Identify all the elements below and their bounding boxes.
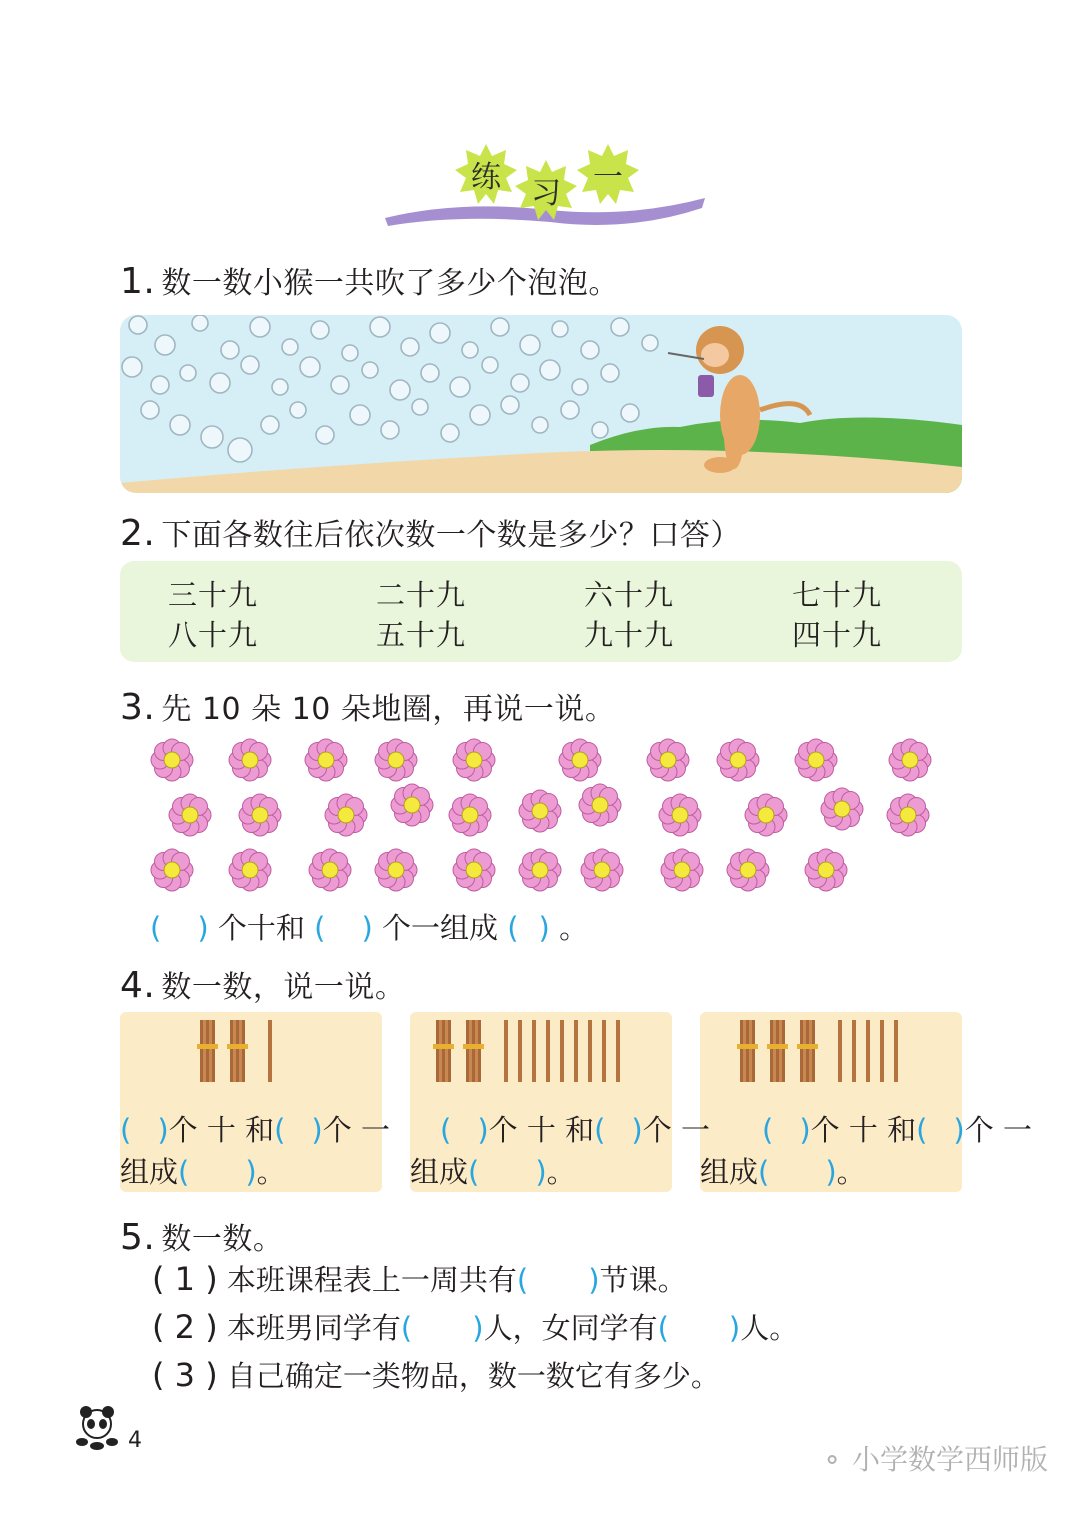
single-stick xyxy=(518,1020,522,1082)
number-word: 三十九 xyxy=(168,578,259,612)
flower xyxy=(229,849,271,891)
question-text: 数一数，说一说。 xyxy=(161,970,406,1005)
page-number: 4 xyxy=(128,1428,142,1453)
bubble xyxy=(311,321,329,339)
bubble xyxy=(482,357,498,373)
bubble xyxy=(201,426,223,448)
number-word: 四十九 xyxy=(792,618,883,652)
blank-open-paren: ( xyxy=(916,1113,928,1147)
blank-open-paren: ( xyxy=(516,1263,529,1297)
flower xyxy=(581,849,623,891)
bubble xyxy=(592,422,608,438)
bubble xyxy=(642,335,658,351)
stick-bundle xyxy=(463,1020,484,1082)
question-2 xyxy=(120,510,741,554)
blank-close-paren: ) xyxy=(631,1113,643,1147)
flower xyxy=(375,849,417,891)
bubble xyxy=(491,318,509,336)
bubble xyxy=(581,341,599,359)
fill-text: 个 十 和 xyxy=(168,1113,275,1147)
stick-bundle xyxy=(227,1020,248,1082)
flower xyxy=(647,739,689,781)
bubble xyxy=(601,364,619,382)
question-text: 数一数小猴一共吹了多少个泡泡。 xyxy=(161,266,619,301)
fill-text: 个 十 和 xyxy=(810,1113,917,1147)
question-number: 2. xyxy=(120,513,156,554)
item-label: 1 xyxy=(174,1260,196,1298)
single-stick xyxy=(546,1020,550,1082)
item-text: 人。 xyxy=(740,1311,799,1345)
bubble xyxy=(532,417,548,433)
stick-bundle xyxy=(797,1020,818,1082)
question-number: 1. xyxy=(120,261,156,302)
bubble xyxy=(450,377,470,397)
q4-compose-line-3 xyxy=(700,1150,866,1191)
title-char: 习 xyxy=(531,176,561,211)
bubble xyxy=(151,376,169,394)
bubble xyxy=(155,335,175,355)
single-stick xyxy=(838,1020,842,1082)
blank-close-paren: ) xyxy=(245,1155,257,1189)
q3-fill-line xyxy=(150,906,588,947)
bubble xyxy=(401,338,419,356)
flower xyxy=(717,739,759,781)
blank-close-paren: ) xyxy=(535,1155,547,1189)
bubble xyxy=(412,399,428,415)
flower xyxy=(453,849,495,891)
blank-open-paren: ( xyxy=(400,1311,413,1345)
item-text: 本班男同学有 xyxy=(226,1311,401,1345)
flower xyxy=(151,849,193,891)
q5-item-1: ( 1 ) 本班课程表上一周共有( )节课。 xyxy=(152,1260,687,1298)
question-1 xyxy=(120,258,619,302)
bubble xyxy=(316,426,334,444)
single-stick xyxy=(268,1020,272,1082)
fill-text: 。 xyxy=(836,1155,866,1189)
blank-close-paren: ) xyxy=(953,1113,965,1147)
fill-text: 。 xyxy=(559,911,589,945)
bubble xyxy=(520,335,540,355)
blank-close-paren: ) xyxy=(477,1113,489,1147)
q4-compose-line-2 xyxy=(410,1150,576,1191)
single-stick xyxy=(880,1020,884,1082)
q4-compose-line-1 xyxy=(120,1150,286,1191)
flower xyxy=(229,739,271,781)
q5-item-2: ( 2 ) 本班男同学有( )人，女同学有( )人。 xyxy=(152,1308,799,1346)
blank-close-paren: ) xyxy=(472,1311,484,1345)
single-stick xyxy=(866,1020,870,1082)
exercise-title xyxy=(370,140,710,240)
question-5 xyxy=(120,1214,283,1258)
bubble xyxy=(621,404,639,422)
counting-sticks xyxy=(120,1016,382,1086)
question-number: 4. xyxy=(120,965,156,1006)
bubble xyxy=(170,415,190,435)
blank-open-paren: ( xyxy=(468,1155,480,1189)
number-word: 七十九 xyxy=(792,578,883,612)
bubble xyxy=(381,421,399,439)
blank-close-paren: ) xyxy=(197,911,209,945)
blank-close-paren: ) xyxy=(361,911,373,945)
bubble xyxy=(180,365,196,381)
flower xyxy=(661,849,703,891)
single-stick xyxy=(894,1020,898,1082)
bubble xyxy=(331,376,349,394)
flower xyxy=(659,794,701,836)
item-text: 人，女同学有 xyxy=(483,1311,658,1345)
single-stick xyxy=(532,1020,536,1082)
q4-fill-line-1 xyxy=(120,1108,390,1149)
bubble xyxy=(470,405,490,425)
fill-text: 个 十 和 xyxy=(488,1113,595,1147)
item-text: 自己确定一类物品，数一数它有多少。 xyxy=(226,1359,720,1393)
q4-fill-line-3 xyxy=(762,1108,1032,1149)
flower xyxy=(579,784,621,826)
flower-group xyxy=(130,730,950,900)
flower xyxy=(559,739,601,781)
fill-text: 个一组成 xyxy=(381,911,498,945)
stick-bundle xyxy=(767,1020,788,1082)
flower xyxy=(305,739,347,781)
bubble xyxy=(501,396,519,414)
bubble xyxy=(572,379,588,395)
blank-close-paren: ) xyxy=(799,1113,811,1147)
bubble xyxy=(421,364,439,382)
flower xyxy=(887,794,929,836)
single-stick xyxy=(560,1020,564,1082)
bubble xyxy=(210,373,230,393)
bubble xyxy=(511,374,529,392)
number-panel xyxy=(120,561,962,662)
flower xyxy=(727,849,769,891)
bubble xyxy=(611,318,629,336)
question-number: 3. xyxy=(120,687,156,728)
question-text: 数一数。 xyxy=(161,1222,284,1257)
counting-sticks xyxy=(700,1016,962,1086)
item-label: 3 xyxy=(174,1356,196,1394)
stick-bundle xyxy=(197,1020,218,1082)
fill-text: 个 一 xyxy=(322,1113,390,1147)
flower xyxy=(449,794,491,836)
single-stick xyxy=(852,1020,856,1082)
flower xyxy=(309,849,351,891)
bubble xyxy=(272,379,288,395)
item-text: 节课。 xyxy=(599,1263,687,1297)
fill-text: 个 一 xyxy=(964,1113,1032,1147)
bubble xyxy=(561,401,579,419)
flower xyxy=(519,790,561,832)
watermark-text: 小学数学西师版 xyxy=(851,1443,1048,1476)
fill-text: 个十和 xyxy=(217,911,305,945)
blank-open-paren: ( xyxy=(178,1155,190,1189)
fill-text: 个 一 xyxy=(642,1113,710,1147)
panda-icon xyxy=(72,1402,122,1456)
blank-open-paren: ( xyxy=(440,1113,452,1147)
bubble xyxy=(282,339,298,355)
bubble xyxy=(300,357,320,377)
blank-close-paren: ) xyxy=(157,1113,169,1147)
item-text: 本班课程表上一周共有 xyxy=(226,1263,517,1297)
blank-open-paren: ( xyxy=(594,1113,606,1147)
fill-text: 。 xyxy=(256,1155,286,1189)
bubble xyxy=(342,345,358,361)
blank-open-paren: ( xyxy=(274,1113,286,1147)
question-text: 先 10 朵 10 朵地圈，再说一说。 xyxy=(161,692,616,727)
fill-text: 组成 xyxy=(700,1155,759,1189)
bubble xyxy=(552,321,568,337)
bubble xyxy=(370,317,390,337)
question-text: 下面各数往后依次数一个数是多少？口答） xyxy=(161,518,741,553)
watermark xyxy=(821,1438,1048,1478)
blank-open-paren: ( xyxy=(762,1113,774,1147)
bubble xyxy=(192,315,208,331)
blank-open-paren: ( xyxy=(314,911,326,945)
number-word: 八十九 xyxy=(168,618,259,652)
flower xyxy=(325,794,367,836)
blank-open-paren: ( xyxy=(758,1155,770,1189)
single-stick xyxy=(602,1020,606,1082)
title-badge xyxy=(514,158,578,222)
blank-close-paren: ) xyxy=(728,1311,741,1345)
stick-bundle xyxy=(737,1020,758,1082)
q4-fill-line-2 xyxy=(440,1108,710,1149)
chat-bubble-icon: ⚬ xyxy=(821,1446,844,1476)
bubble xyxy=(261,416,279,434)
blank-close-paren: ) xyxy=(825,1155,837,1189)
blank-open-paren: ( xyxy=(120,1113,132,1147)
flower xyxy=(453,739,495,781)
title-char: 练 xyxy=(471,160,501,195)
bubble xyxy=(129,316,147,334)
bubble xyxy=(122,357,142,377)
blank-close-paren: ) xyxy=(311,1113,323,1147)
bubble xyxy=(228,438,252,462)
bubble xyxy=(290,402,306,418)
flower xyxy=(745,794,787,836)
single-stick xyxy=(504,1020,508,1082)
blank-open-paren: ( xyxy=(657,1311,669,1345)
counting-sticks xyxy=(410,1016,672,1086)
flower xyxy=(151,739,193,781)
bubble xyxy=(540,360,560,380)
blank-open-paren: ( xyxy=(507,911,519,945)
bubble xyxy=(141,401,159,419)
blank-close-paren: ) xyxy=(538,911,550,945)
title-char: 一 xyxy=(593,160,623,195)
title-badge xyxy=(576,142,640,206)
fill-text: 。 xyxy=(546,1155,576,1189)
q5-item-3: ( 3 ) 自己确定一类物品，数一数它有多少。 xyxy=(152,1356,720,1394)
bubble xyxy=(362,362,378,378)
bubble xyxy=(241,356,259,374)
bubble xyxy=(221,341,239,359)
number-word: 二十九 xyxy=(376,578,467,612)
bubble-illustration xyxy=(120,315,962,493)
blank-open-paren: ( xyxy=(150,911,162,945)
flower xyxy=(805,849,847,891)
flower xyxy=(239,794,281,836)
number-word: 五十九 xyxy=(376,618,467,652)
flower xyxy=(821,788,863,830)
single-stick xyxy=(588,1020,592,1082)
question-number: 5. xyxy=(120,1217,156,1258)
flower xyxy=(391,784,433,826)
flower xyxy=(375,739,417,781)
fill-text: 组成 xyxy=(410,1155,469,1189)
single-stick xyxy=(616,1020,620,1082)
title-badge xyxy=(454,142,518,206)
bubble xyxy=(390,380,410,400)
flower xyxy=(519,849,561,891)
flower xyxy=(795,739,837,781)
bubble xyxy=(350,405,370,425)
number-word: 九十九 xyxy=(584,618,675,652)
question-3 xyxy=(120,684,615,728)
fill-text: 组成 xyxy=(120,1155,179,1189)
flower xyxy=(169,794,211,836)
question-4 xyxy=(120,962,405,1006)
bubble xyxy=(462,342,478,358)
single-stick xyxy=(574,1020,578,1082)
stick-bundle xyxy=(433,1020,454,1082)
item-label: 2 xyxy=(174,1308,196,1346)
bubble xyxy=(250,317,270,337)
bubble xyxy=(430,323,450,343)
flower xyxy=(889,739,931,781)
blank-close-paren: ) xyxy=(588,1263,600,1297)
number-word: 六十九 xyxy=(584,578,675,612)
bubble xyxy=(441,424,459,442)
